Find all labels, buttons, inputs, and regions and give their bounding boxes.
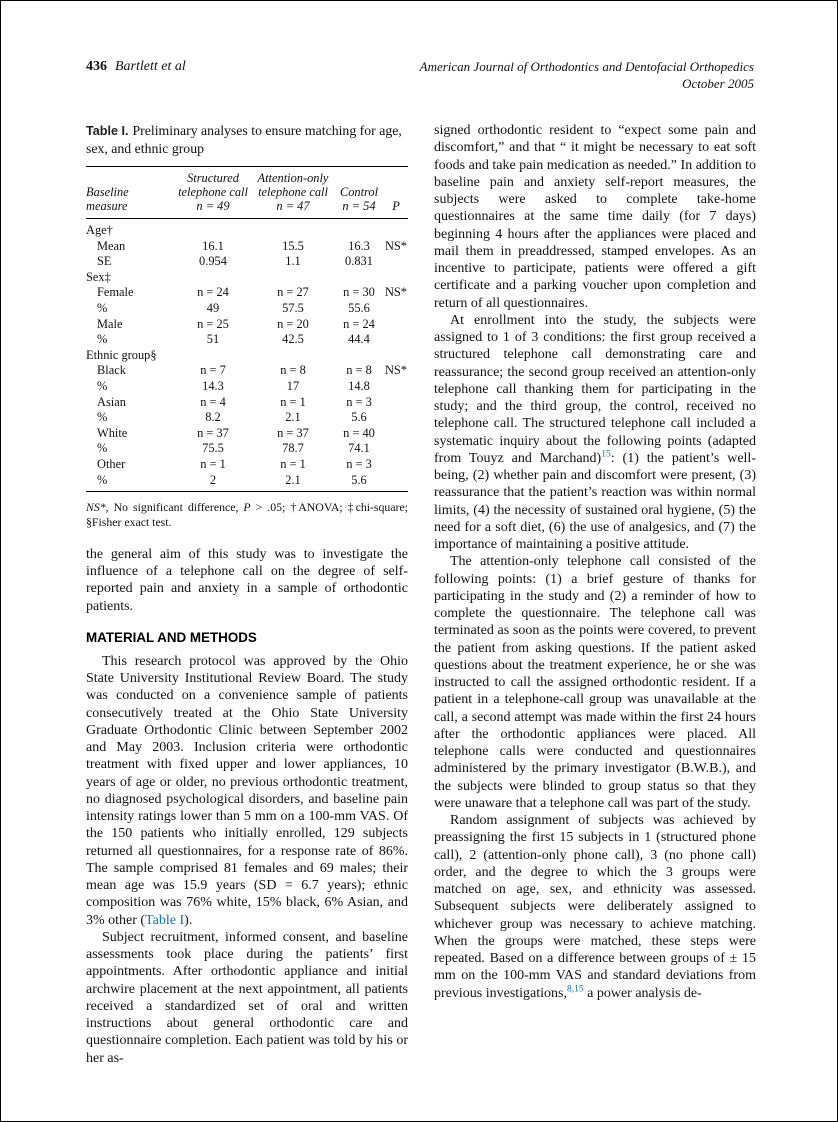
running-authors: Bartlett et al [115,59,186,74]
cell-value: 49 [206,300,220,315]
cell-value [334,219,384,239]
paragraph: The attention-only telephone call consisted of the following points: (1) a brief gesture of thanks for participating in the study and (2) a reminder of how to complete the questionnaire. The telephone call was terminated as soon as the points were covered, to prevent the patient from asking questions. If the patient asked questions about the treatment experience, he or she was instructed to call the assigned orthodontic resident. If a patient in a telephone-call group was unavailable at the call, a second attempt was made within the first 24 hours after the orthodontic appliances were placed. All telephone calls were conducted and questionnaires administered by the primary investigator (B.W.B.), and the subjects were blinded to group status so that they were unaware that a telephone call was part of the study. [434,554,756,811]
row-label: Age† [86,223,113,237]
row-label: % [97,332,108,347]
cell-value: n = 27 [277,285,309,300]
running-head-right [420,59,754,92]
cell-value [334,269,384,285]
table-row [86,219,408,239]
table-ref-link[interactable]: Table I [145,912,185,928]
cell-p-value [384,394,408,410]
cell-value: 17 [286,378,300,393]
cell-value: n = 8 [280,363,306,378]
paragraph: This research protocol was approved by the Ohio State University Institutional Review Board. The study was conducted on a convenience sample of patients consecutively treated at the Ohio State University Graduate Orthodontic Clinic between September 2002 and May 2003. Inclusion criteria were orthodontic treatment with fixed upper and lower appliances, 10 years of age or older, no previous orthodontic treatment, no diagnosed psychological disorders, and baseline pain intensity ratings lower than 5 mm on a 100-mm VAS. Of the 150 patients who initially enrolled, 129 subjects returned all questionnaires, for a response rate of 86%. The sample comprised 81 females and 69 males; their mean age was 15.9 years (SD = 6.7 years); ethnic composition was 76% white, 15% black, 6% Asian, and 3% other (Table I). [86,653,408,928]
table-label: Table I. [86,124,129,138]
cell-p-value [384,347,408,363]
page-header [86,59,754,92]
cell-value: 57.5 [282,300,304,315]
cell-value: n = 1 [280,456,306,471]
row-label: % [97,472,108,487]
row-label: Ethnic group§ [86,347,157,362]
cell-value [174,269,252,285]
row-label: Black [97,363,126,378]
cell-value: n = 3 [346,456,372,471]
row-label: Male [97,316,123,331]
cell-value [174,219,252,239]
cell-value: n = 24 [343,316,375,331]
row-label: Mean [97,238,126,253]
table-head [86,167,408,219]
table-col-header: Baseline measure [86,185,129,213]
cell-value: n = 4 [200,394,226,409]
table-body [86,219,408,492]
row-label: % [97,300,108,315]
cell-p-value [384,300,408,316]
cell-value: 78.7 [282,441,304,456]
cell-value: n = 37 [197,425,229,440]
cell-value [334,347,384,363]
cell-p-value [384,425,408,441]
row-label: % [97,441,108,456]
table-row [86,316,408,332]
cell-p-value [384,472,408,492]
left-intro-text [86,546,408,615]
table-row [86,347,408,363]
cell-value: n = 7 [200,363,226,378]
cell-p-value [384,269,408,285]
cell-value: 14.3 [202,378,224,393]
cell-p-value [384,254,408,270]
cell-value: 42.5 [282,332,304,347]
row-label: % [97,410,108,425]
page-number: 436 [86,59,107,74]
cell-value [174,347,252,363]
row-label: SE [97,254,112,269]
row-label: Asian [97,394,126,409]
table-row [86,410,408,426]
table-row [86,254,408,270]
table-row [86,425,408,441]
cell-value: 2.1 [285,410,301,425]
cell-value: 15.5 [282,238,304,253]
table-col-header: P [392,199,400,213]
cell-value: 0.954 [199,254,227,269]
cell-value: n = 30 [343,285,375,300]
table-caption-text: Preliminary analyses to ensure matching for age, sex, and ethnic group [86,123,402,156]
table-row [86,441,408,457]
cell-value: 2 [209,472,217,487]
table-row [86,285,408,301]
cell-value: 74.1 [348,441,370,456]
table-col-header: Attention-only telephone call n = 47 [257,171,329,213]
journal-title: American Journal of Orthodontics and Dentofacial Orthopedics [419,59,754,74]
cell-p-value [384,332,408,348]
table-caption [86,122,408,157]
table-header-row [86,167,408,219]
table-row [86,300,408,316]
cell-value: n = 20 [277,316,309,331]
table-row [86,238,408,254]
table-row [86,456,408,472]
cell-value: 1.1 [285,254,301,269]
cell-value: n = 1 [280,394,306,409]
table-footnote: NS*, No significant difference, P > .05; †ANOVA; ‡chi-square; §Fisher exact test. [86,499,408,529]
row-label: White [97,425,128,440]
table-col-header: Control n = 54 [339,185,379,213]
row-label: % [97,378,108,393]
left-paragraphs [86,653,408,1067]
cell-value: n = 25 [197,316,229,331]
cell-value: n = 24 [197,285,229,300]
journal-issue: October 2005 [682,75,754,91]
right-column [434,122,756,1067]
table-row [86,332,408,348]
cell-value: 75.5 [202,441,224,456]
table-row [86,394,408,410]
row-label: Female [97,285,134,300]
cell-value: 16.1 [202,238,224,253]
right-paragraphs [434,122,756,1002]
running-head-left [86,59,186,75]
paragraph: the general aim of this study was to investigate the influence of a telephone call on the degree of self-reported pain and anxiety in a sample of orthodontic patients. [86,546,408,614]
cell-p-value [384,378,408,394]
cell-value: 51 [206,332,220,347]
cell-p-value [384,316,408,332]
cell-value: n = 1 [200,456,226,471]
row-label: Other [97,456,126,471]
table-row [86,363,408,379]
cell-value: n = 37 [277,425,309,440]
table-1 [86,166,408,492]
cell-value: 14.8 [348,378,370,393]
paragraph: Subject recruitment, informed consent, and baseline assessments took place during the patients’ first appointments. After orthodontic appliance and initial archwire placement at the next appointment, all patients received a standardized set of oral and written instructions about general orthodontic care and questionnaire completion. Each patient was told by his or her as- [86,929,408,1066]
cell-p-value: NS* [384,363,408,378]
cell-value: 2.1 [285,472,301,487]
table-row [86,378,408,394]
table-row [86,269,408,285]
paragraph: At enrollment into the study, the subjects were assigned to 1 of 3 conditions: the first group received a structured telephone call demonstrating care and reassurance; the second group received an attention-only telephone call thanking them for participating in the study; and the third group, the control, received no telephone call. The structured telephone call included a systematic inquiry about the following points (adapted from Touyz and Marchand)$^{15}$: (1) the patient’s well-being, (2) whether pain and discomfort were present, (3) reassurance that the patient’s reaction was within normal limits, (4) the necessity of sustained oral hygiene, (5) the need for a soft diet, (6) the use of analgesics, and (7) the importance of maintaining a positive attitude. [434,312,756,552]
two-column-layout [86,122,754,1067]
cell-p-value [384,219,408,239]
section-heading: MATERIAL AND METHODS [86,629,257,645]
left-column [86,122,408,1067]
citation-ref[interactable]: 15 [601,449,611,460]
cell-value [252,347,334,363]
table-col-header: Structured telephone call n = 49 [178,171,248,213]
cell-value [252,219,334,239]
table-row [86,472,408,492]
cell-value: 55.6 [348,300,370,315]
cell-value: 5.6 [351,410,367,425]
paragraph: Random assignment of subjects was achieved by preassigning the first 15 subjects in 1 (structured phone call), 2 (attention-only phone call), 3 (no phone call) order, and the degree to which the 3 groups were matched on age, sex, and ethnicity was assessed. Subsequent subjects were deliberately assigned to whichever group was necessary to achieve matching. When the groups were matched, these steps were repeated. Based on a difference between groups of ± 15 mm on the 100-mm VAS and standard deviations from previous investigations,$^{8,15}$ a power analysis de- [434,813,756,1001]
cell-value: n = 40 [343,425,375,440]
paragraph: signed orthodontic resident to “expect some pain and discomfort,” and that “ it might be necessary to eat soft foods and take pain medication as needed.” In addition to baseline pain and anxiety self-report measures, the subjects were asked to complete take-home questionnaires at the same time daily (for 7 days) beginning 4 hours after the appliances were placed and mail them in preaddressed, stamped envelopes. As an incentive to participate, patients were offered a gift certificate and a parking voucher upon completion and return of all questionnaires. [434,123,756,311]
cell-value: n = 3 [346,394,372,409]
cell-value: 0.831 [345,254,373,269]
cell-value: 16.3 [348,238,370,253]
cell-p-value [384,456,408,472]
cell-p-value [384,410,408,426]
cell-p-value: NS* [384,238,408,253]
cell-value: 44.4 [348,332,370,347]
cell-value [252,269,334,285]
cell-value: n = 8 [346,363,372,378]
row-label: Sex‡ [86,269,111,284]
citation-ref[interactable]: 8,15 [567,983,584,994]
cell-p-value [384,441,408,457]
cell-value: 5.6 [351,472,367,487]
cell-value: 8.2 [205,410,221,425]
cell-p-value: NS* [384,285,408,300]
